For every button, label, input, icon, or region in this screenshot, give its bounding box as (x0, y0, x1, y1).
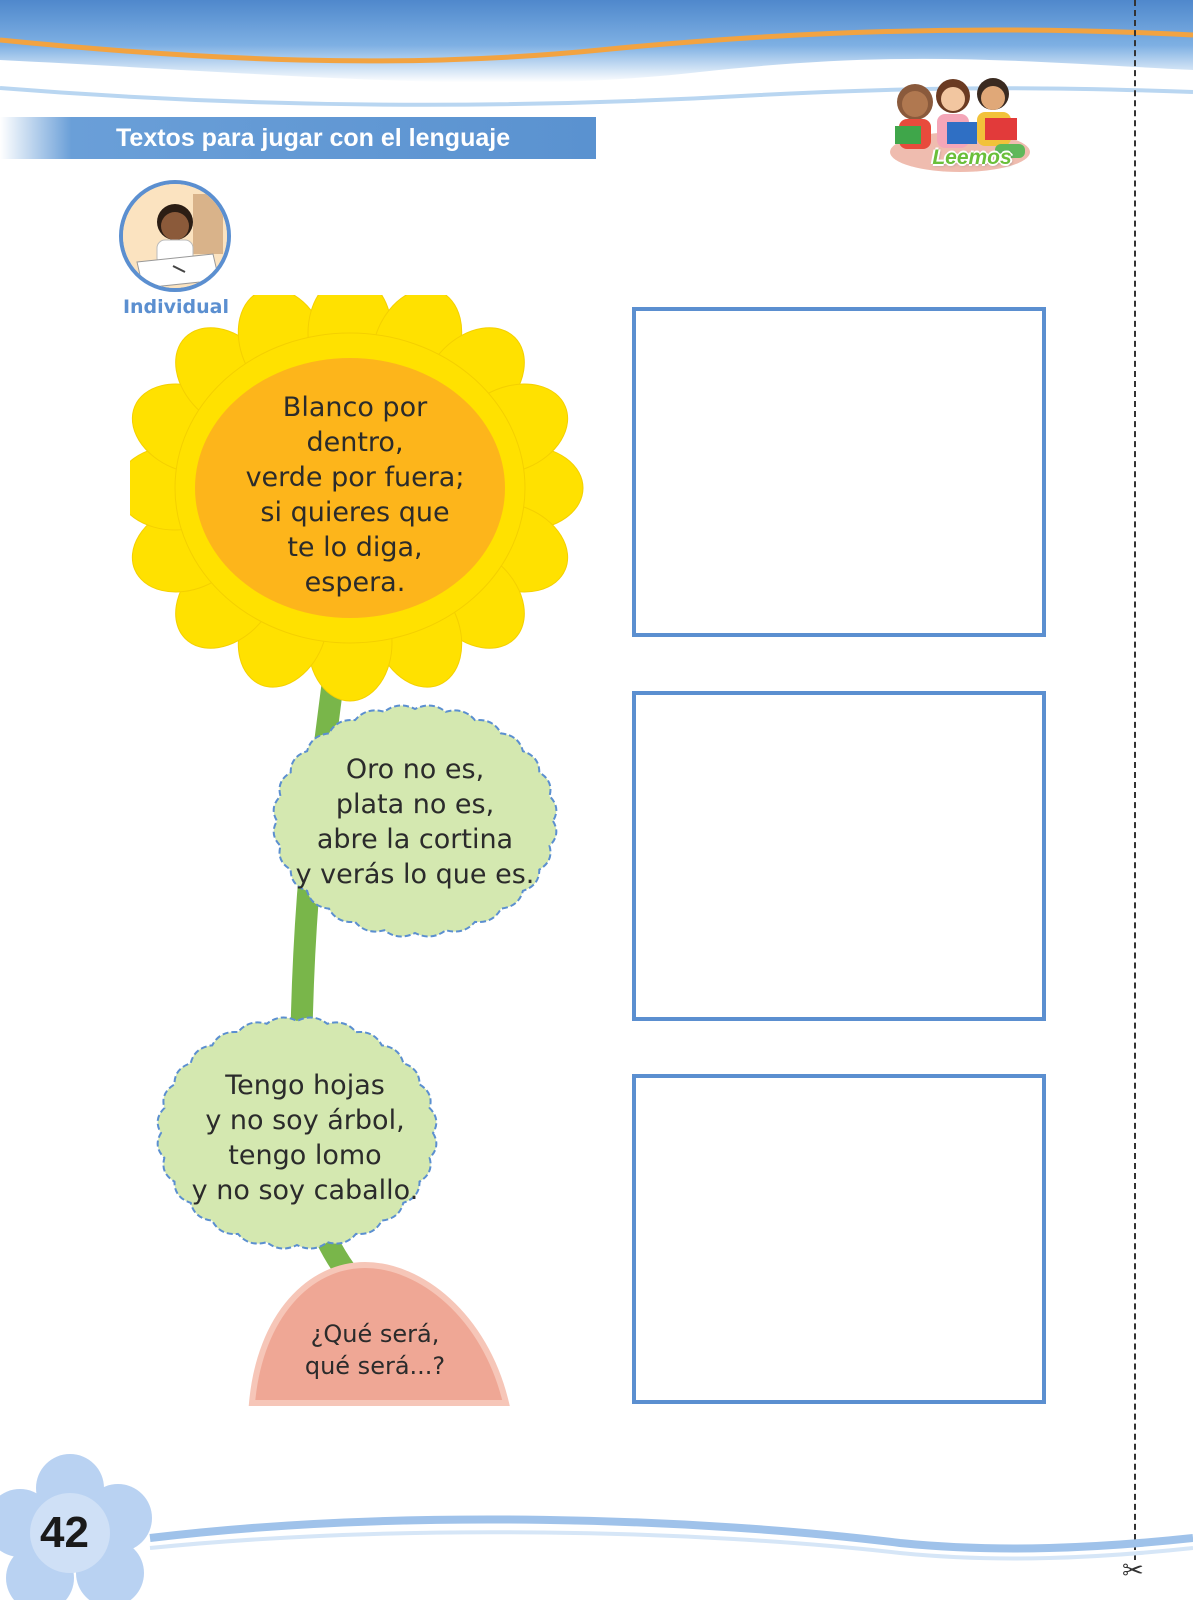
pot-text (290, 1318, 460, 1382)
leemos-badge-label: Leemos (932, 146, 1012, 169)
page-number: 42 (40, 1508, 89, 1557)
riddle-line: si quieres que (260, 497, 450, 528)
answer-drawing-box-3[interactable] (632, 1074, 1046, 1404)
riddle-line: abre la cortina (316, 824, 514, 855)
riddle-line: plata no es, (335, 789, 495, 820)
riddle-line: Oro no es, (345, 754, 485, 785)
riddle-line: espera. (304, 567, 406, 598)
riddle-line: dentro, (306, 427, 404, 458)
section-title: Textos para jugar con el lenguaje (0, 117, 596, 159)
footer-decoration (0, 1448, 1193, 1600)
riddle-line: y no soy caballo. (191, 1175, 419, 1206)
riddle-line: verde por fuera; (245, 462, 465, 493)
pot-line: ¿Qué será, (310, 1320, 440, 1348)
riddle-2-text (285, 752, 545, 892)
riddle-3-text (175, 1068, 435, 1208)
riddle-1-text (225, 390, 485, 600)
work-mode-label: Individual (122, 296, 230, 318)
scissors-icon: ✂ (1122, 1556, 1144, 1586)
riddle-line: Tengo hojas (225, 1070, 385, 1101)
answer-drawing-box-1[interactable] (632, 307, 1046, 637)
riddle-line: Blanco por (282, 392, 428, 423)
riddle-line: y verás lo que es. (295, 859, 535, 890)
cut-line (1134, 0, 1136, 1560)
riddle-line: te lo diga, (287, 532, 423, 563)
answer-drawing-box-2[interactable] (632, 691, 1046, 1021)
riddle-line: tengo lomo (228, 1140, 382, 1171)
pot-line: qué será...? (304, 1352, 446, 1380)
riddle-line: y no soy árbol, (205, 1105, 405, 1136)
child-writing-icon (119, 180, 231, 292)
